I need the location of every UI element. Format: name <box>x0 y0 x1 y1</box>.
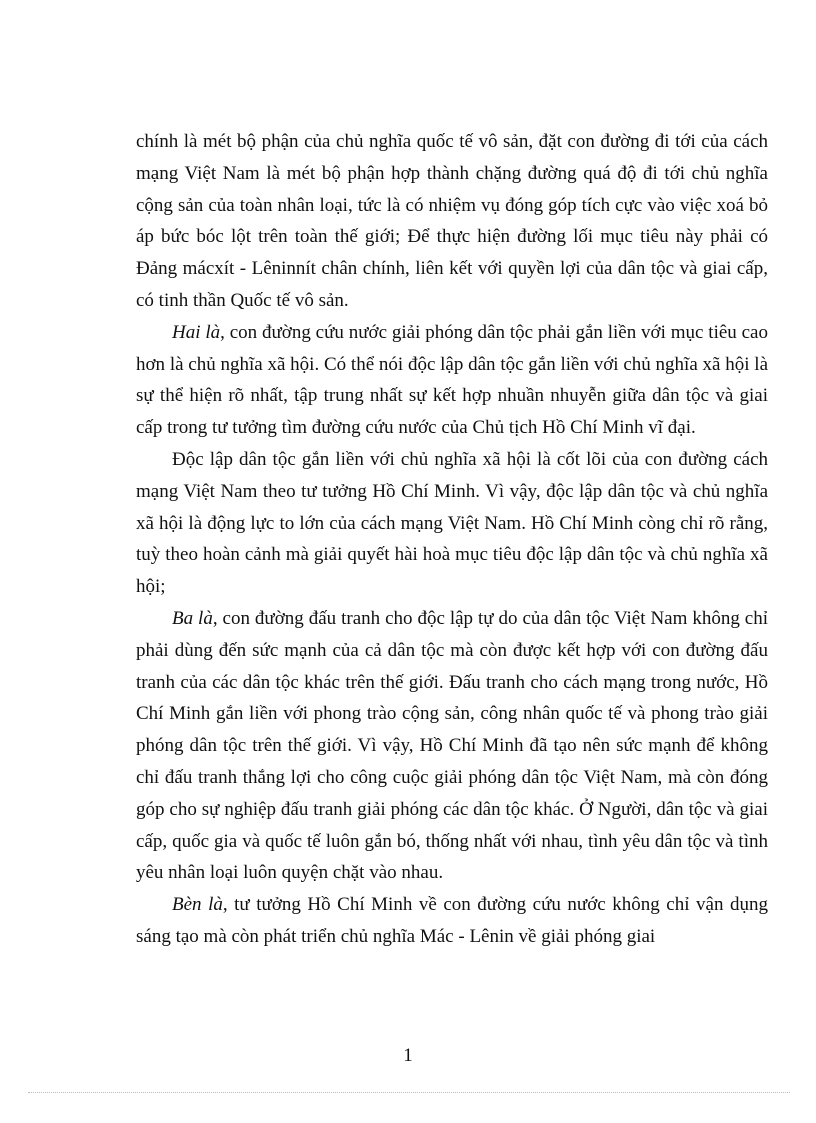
page-number: 1 <box>403 1045 413 1066</box>
paragraph-lead: Ba là <box>172 607 213 629</box>
paragraph-text: , tư tưởng Hồ Chí Minh về con đường cứu nước không chỉ vận dụng sáng tạo mà còn phát triển chủ nghĩa Mác - Lênin về giải phóng giai <box>136 894 768 947</box>
paragraph-text: chính là mét bộ phận của chủ nghĩa quốc tế vô sản, đặt con đường đi tới của cách mạng Việt Nam là mét bộ phận hợp thành chặng đường quá độ đi tới chủ nghĩa cộng sản của toàn nhân loại, tức là có nhiệm vụ đóng góp tích cực vào việc xoá bỏ áp bức bóc lột trên toàn thế giới; Để thực hiện đường lối mục tiêu này phải có Đảng mácxít - Lêninnít chân chính, liên kết với quyền lợi của dân tộc và giai cấp, có tinh thần Quốc tế vô sản. <box>136 131 768 311</box>
paragraph-text: , con đường đấu tranh cho độc lập tự do của dân tộc Việt Nam không chỉ phải dùng đến sức mạnh của cả dân tộc mà còn được kết hợp với con đường đấu tranh của các dân tộc khác trên thế giới. Đấu tranh cho cách mạng trong nước, Hồ Chí Minh gắn liền với phong trào cộng sản, công nhân quốc tế và phong trào giải phóng dân tộc trên thế giới. Vì vậy, Hồ Chí Minh đã tạo nên sức mạnh để không chỉ đấu tranh thắng lợi cho công cuộc giải phóng dân tộc Việt Nam, mà còn đóng góp cho sự nghiệp đấu tranh giải phóng các dân tộc khác. Ở Người, dân tộc và giai cấp, quốc gia và quốc tế luôn gắn bó, thống nhất với nhau, tình yêu dân tộc và tình yêu nhân loại luôn quyện chặt vào nhau. <box>136 607 769 884</box>
paragraph-continuation <box>136 126 768 317</box>
paragraph-lead: Bèn là <box>172 894 223 916</box>
page-bottom-divider <box>28 1092 790 1093</box>
paragraph-ba-la <box>136 603 768 889</box>
paragraph-doc-lap <box>136 444 768 603</box>
body-text <box>136 126 768 953</box>
paragraph-hai-la <box>136 317 768 444</box>
paragraph-lead: Hai là <box>172 321 221 343</box>
paragraph-text: Độc lập dân tộc gắn liền với chủ nghĩa xã hội là cốt lõi của con đường cách mạng Việt Nam theo tư tưởng Hồ Chí Minh. Vì vậy, độc lập dân tộc và chủ nghĩa xã hội là động lực to lớn của cách mạng Việt Nam. Hồ Chí Minh còng chỉ rõ rằng, tuỳ theo hoàn cảnh mà giải quyết hài hoà mục tiêu độc lập dân tộc và chủ nghĩa xã hội; <box>136 448 768 598</box>
paragraph-ben-la <box>136 889 768 953</box>
paragraph-text: , con đường cứu nước giải phóng dân tộc phải gắn liền với mục tiêu cao hơn là chủ nghĩa xã hội. Có thể nói độc lập dân tộc gắn liền với chủ nghĩa xã hội là sự thể hiện rõ nhất, tập trung nhất sự kết hợp nhuần nhuyễn giữa dân tộc và giai cấp trong tư tưởng tìm đường cứu nước của Chủ tịch Hồ Chí Minh vĩ đại. <box>136 321 768 439</box>
